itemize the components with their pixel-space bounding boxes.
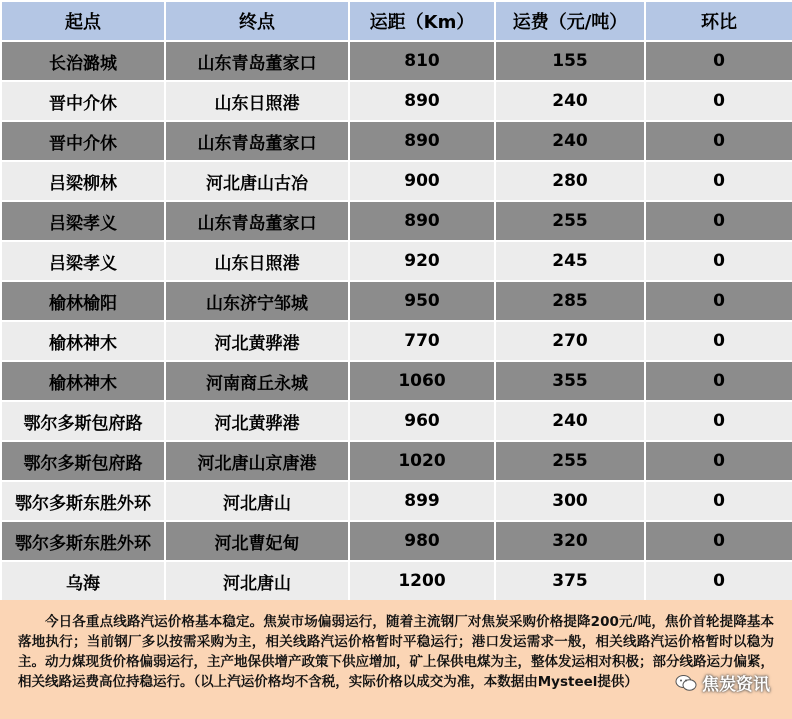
cell-origin: 鄂尔多斯包府路 <box>1 441 165 481</box>
cell-fee: 255 <box>495 441 645 481</box>
cell-destination: 河北唐山京唐港 <box>165 441 349 481</box>
cell-fee: 255 <box>495 201 645 241</box>
header-change: 环比 <box>645 1 792 41</box>
cell-destination: 河北黄骅港 <box>165 401 349 441</box>
cell-fee: 240 <box>495 81 645 121</box>
cell-distance: 810 <box>349 41 495 81</box>
cell-distance: 770 <box>349 321 495 361</box>
cell-origin: 鄂尔多斯包府路 <box>1 401 165 441</box>
cell-fee: 155 <box>495 41 645 81</box>
table-row <box>1 401 792 441</box>
table-row <box>1 321 792 361</box>
cell-fee: 300 <box>495 481 645 521</box>
table-row <box>1 521 792 561</box>
cell-fee: 240 <box>495 401 645 441</box>
cell-change: 0 <box>645 321 792 361</box>
cell-distance: 1060 <box>349 361 495 401</box>
watermark <box>675 670 770 695</box>
cell-change: 0 <box>645 561 792 601</box>
cell-destination: 山东青岛董家口 <box>165 41 349 81</box>
cell-origin: 乌海 <box>1 561 165 601</box>
cell-change: 0 <box>645 41 792 81</box>
cell-fee: 285 <box>495 281 645 321</box>
cell-change: 0 <box>645 481 792 521</box>
cell-origin: 吕梁孝义 <box>1 201 165 241</box>
table-row <box>1 281 792 321</box>
cell-change: 0 <box>645 441 792 481</box>
cell-origin: 榆林神木 <box>1 361 165 401</box>
table-row <box>1 41 792 81</box>
cell-origin: 晋中介休 <box>1 81 165 121</box>
header-origin: 起点 <box>1 1 165 41</box>
watermark-text: 焦炭资讯 <box>702 675 770 695</box>
cell-fee: 245 <box>495 241 645 281</box>
cell-fee: 280 <box>495 161 645 201</box>
cell-distance: 890 <box>349 121 495 161</box>
cell-change: 0 <box>645 281 792 321</box>
cell-fee: 240 <box>495 121 645 161</box>
cell-change: 0 <box>645 361 792 401</box>
cell-distance: 950 <box>349 281 495 321</box>
wechat-icon <box>675 674 697 692</box>
cell-destination: 河南商丘永城 <box>165 361 349 401</box>
table-header-row <box>1 1 792 41</box>
cell-distance: 890 <box>349 81 495 121</box>
cell-destination: 河北唐山 <box>165 561 349 601</box>
note-text: 今日各重点线路汽运价格基本稳定。焦炭市场偏弱运行，随着主流钢厂对焦炭采购价格提降200元/吨，焦价首轮提降基本落地执行；当前钢厂多以按需采购为主，相关线路汽运价格暂时平稳运行；港口发运需求一般，相关线路汽运价格暂时以稳为主。动力煤现货价格偏弱运行，主产地保供增产政策下供应增加，矿上保供电煤为主，整体发运相对积极；部分线路运力偏紧，相关线路运费高位持稳运行。（以上汽运价格均不含税，实际价格以成交为准，本数据由Mysteel提供） <box>18 614 774 690</box>
cell-destination: 山东日照港 <box>165 241 349 281</box>
table-row <box>1 361 792 401</box>
header-destination: 终点 <box>165 1 349 41</box>
cell-change: 0 <box>645 521 792 561</box>
cell-change: 0 <box>645 401 792 441</box>
cell-distance: 900 <box>349 161 495 201</box>
cell-origin: 鄂尔多斯东胜外环 <box>1 521 165 561</box>
table-row <box>1 241 792 281</box>
cell-distance: 899 <box>349 481 495 521</box>
cell-change: 0 <box>645 241 792 281</box>
cell-origin: 吕梁孝义 <box>1 241 165 281</box>
cell-distance: 920 <box>349 241 495 281</box>
cell-destination: 山东日照港 <box>165 81 349 121</box>
cell-distance: 1020 <box>349 441 495 481</box>
cell-destination: 河北唐山 <box>165 481 349 521</box>
table-row <box>1 81 792 121</box>
cell-change: 0 <box>645 121 792 161</box>
cell-destination: 山东青岛董家口 <box>165 201 349 241</box>
cell-change: 0 <box>645 81 792 121</box>
cell-destination: 河北黄骅港 <box>165 321 349 361</box>
cell-fee: 320 <box>495 521 645 561</box>
table-row <box>1 121 792 161</box>
cell-destination: 河北唐山古冶 <box>165 161 349 201</box>
cell-origin: 晋中介休 <box>1 121 165 161</box>
cell-origin: 榆林神木 <box>1 321 165 361</box>
cell-fee: 270 <box>495 321 645 361</box>
cell-distance: 1200 <box>349 561 495 601</box>
header-fee: 运费（元/吨） <box>495 1 645 41</box>
cell-destination: 山东青岛董家口 <box>165 121 349 161</box>
cell-destination: 山东济宁邹城 <box>165 281 349 321</box>
cell-fee: 355 <box>495 361 645 401</box>
cell-distance: 960 <box>349 401 495 441</box>
cell-destination: 河北曹妃甸 <box>165 521 349 561</box>
cell-origin: 吕梁柳林 <box>1 161 165 201</box>
table-row <box>1 481 792 521</box>
cell-change: 0 <box>645 161 792 201</box>
market-note <box>0 600 792 719</box>
cell-origin: 榆林榆阳 <box>1 281 165 321</box>
cell-origin: 长治潞城 <box>1 41 165 81</box>
table-row <box>1 441 792 481</box>
table-row <box>1 561 792 601</box>
cell-change: 0 <box>645 201 792 241</box>
table-row <box>1 201 792 241</box>
cell-fee: 375 <box>495 561 645 601</box>
cell-origin: 鄂尔多斯东胜外环 <box>1 481 165 521</box>
cell-distance: 890 <box>349 201 495 241</box>
header-distance: 运距（Km） <box>349 1 495 41</box>
table-row <box>1 161 792 201</box>
cell-distance: 980 <box>349 521 495 561</box>
